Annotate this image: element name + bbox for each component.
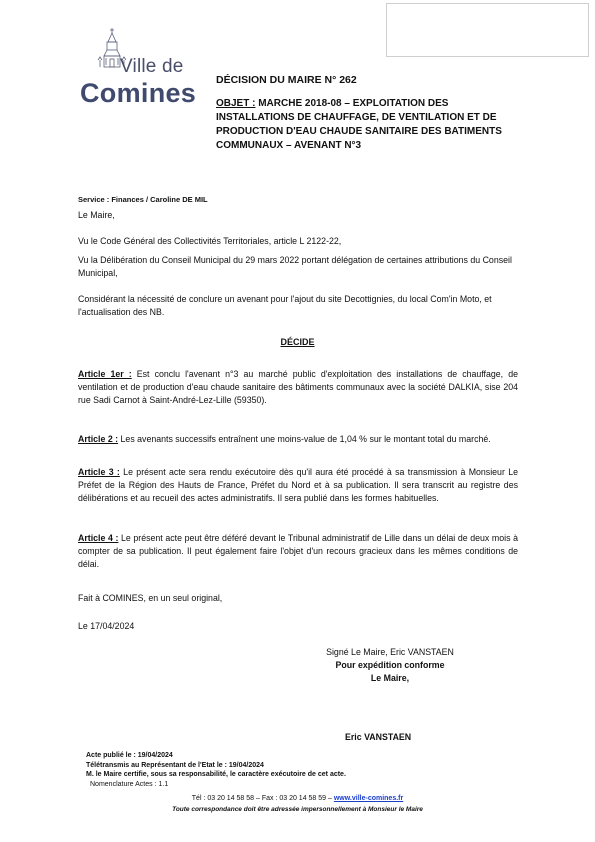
document-date: Le 17/04/2024 — [78, 621, 135, 631]
signature-le-maire: Le Maire, — [370, 673, 410, 683]
article-3 — [78, 466, 518, 505]
vu-code-general: Vu le Code Général des Collectivités Territoriales, article L 2122-22, — [78, 236, 342, 246]
article-2 — [78, 433, 518, 446]
article-4 — [78, 532, 518, 571]
logo-comines-text: Comines — [80, 78, 197, 108]
fait-a-comines: Fait à COMINES, en un seul original, — [78, 593, 223, 603]
stamp-box — [386, 3, 589, 57]
acte-publie: Acte publié le : 19/04/2024 — [86, 752, 173, 759]
considerant: Considérant la nécessité de conclure un avenant pour l'ajout du site Decottignies, du local Com'in Moto, et l'actualisation des NB. — [78, 294, 492, 317]
nomenclature: Nomenclature Actes : 1.1 — [90, 780, 169, 788]
article-4-text: Le présent acte peut être déféré devant le Tribunal administratif de Lille dans un délai de deux mois à compter de sa publication. Il peut également faire l'objet d'un recours gracieux dans les mêmes conditions de délai. — [78, 533, 518, 569]
footer-meta — [86, 751, 346, 789]
objet-text: MARCHE 2018-08 – EXPLOITATION DES INSTALLATIONS DE CHAUFFAGE, DE VENTILATION ET DE PRODUCTION D'EAU CHAUDE SANITAIRE DES BATIMENTS COMMUNAUX – AVENANT N°3 — [216, 98, 502, 151]
correspondance-note: Toute correspondance doit être adressée impersonnellement à Monsieur le Maire — [172, 806, 423, 813]
decide-heading: DÉCIDE — [280, 337, 315, 347]
signature-block — [290, 646, 490, 685]
objet-heading — [216, 97, 516, 153]
ville-de-comines-logo — [78, 26, 198, 108]
website-link[interactable]: www.ville-comines.fr — [333, 795, 404, 802]
signatory-name: Eric VANSTAEN — [345, 732, 412, 742]
certifie: M. le Maire certifie, sous sa responsabilité, le caractère exécutoire de cet acte. — [86, 771, 346, 778]
article-1 — [78, 368, 518, 407]
article-2-label: Article 2 : — [78, 434, 119, 444]
le-maire-intro: Le Maire, — [78, 210, 115, 220]
article-3-text: Le présent acte sera rendu exécutoire dès qu'il aura été procédé à sa transmission à Monsieur Le Préfet de la Région des Hauts de France, Préfet du Nord et à sa publication. Il sera transcrit au registre des délibérations et au recueil des actes administratifs. Il sera publié dans les formes habituelles. — [78, 467, 518, 503]
article-4-label: Article 4 : — [78, 533, 119, 543]
article-2-text: Les avenants successifs entraînent une moins-value de 1,04 % sur le montant total du marché. — [118, 434, 491, 444]
teletransmis: Télétransmis au Représentant de l'Etat le : 19/04/2024 — [86, 761, 264, 769]
vu-deliberation: Vu la Délibération du Conseil Municipal du 29 mars 2022 portant délégation de certaines attributions du Conseil Municipal, — [78, 255, 512, 278]
expedition-line: Pour expédition conforme — [335, 660, 445, 670]
article-3-label: Article 3 : — [78, 467, 120, 477]
article-1-label: Article 1er : — [78, 369, 132, 379]
contact-line — [0, 795, 595, 802]
decision-title: DÉCISION DU MAIRE N° 262 — [216, 74, 357, 86]
service-line: Service : Finances / Caroline DE MIL — [78, 195, 208, 204]
objet-label: OBJET : — [216, 98, 256, 109]
logo-ville-text: Ville de — [120, 56, 184, 77]
article-1-text: Est conclu l'avenant n°3 au marché public d'exploitation des installations de chauffage, de ventilation et de production d'eau chaude sanitaire des bâtiments communaux avec la société DALKIA, sise 204 rue Sadi Carnot à Saint-André-Lez-Lille (59350). — [78, 369, 518, 405]
contact-phone-fax: Tél : 03 20 14 58 58 – Fax : 03 20 14 58 59 – — [191, 795, 334, 802]
signe-line: Signé Le Maire, Eric VANSTAEN — [326, 647, 454, 657]
